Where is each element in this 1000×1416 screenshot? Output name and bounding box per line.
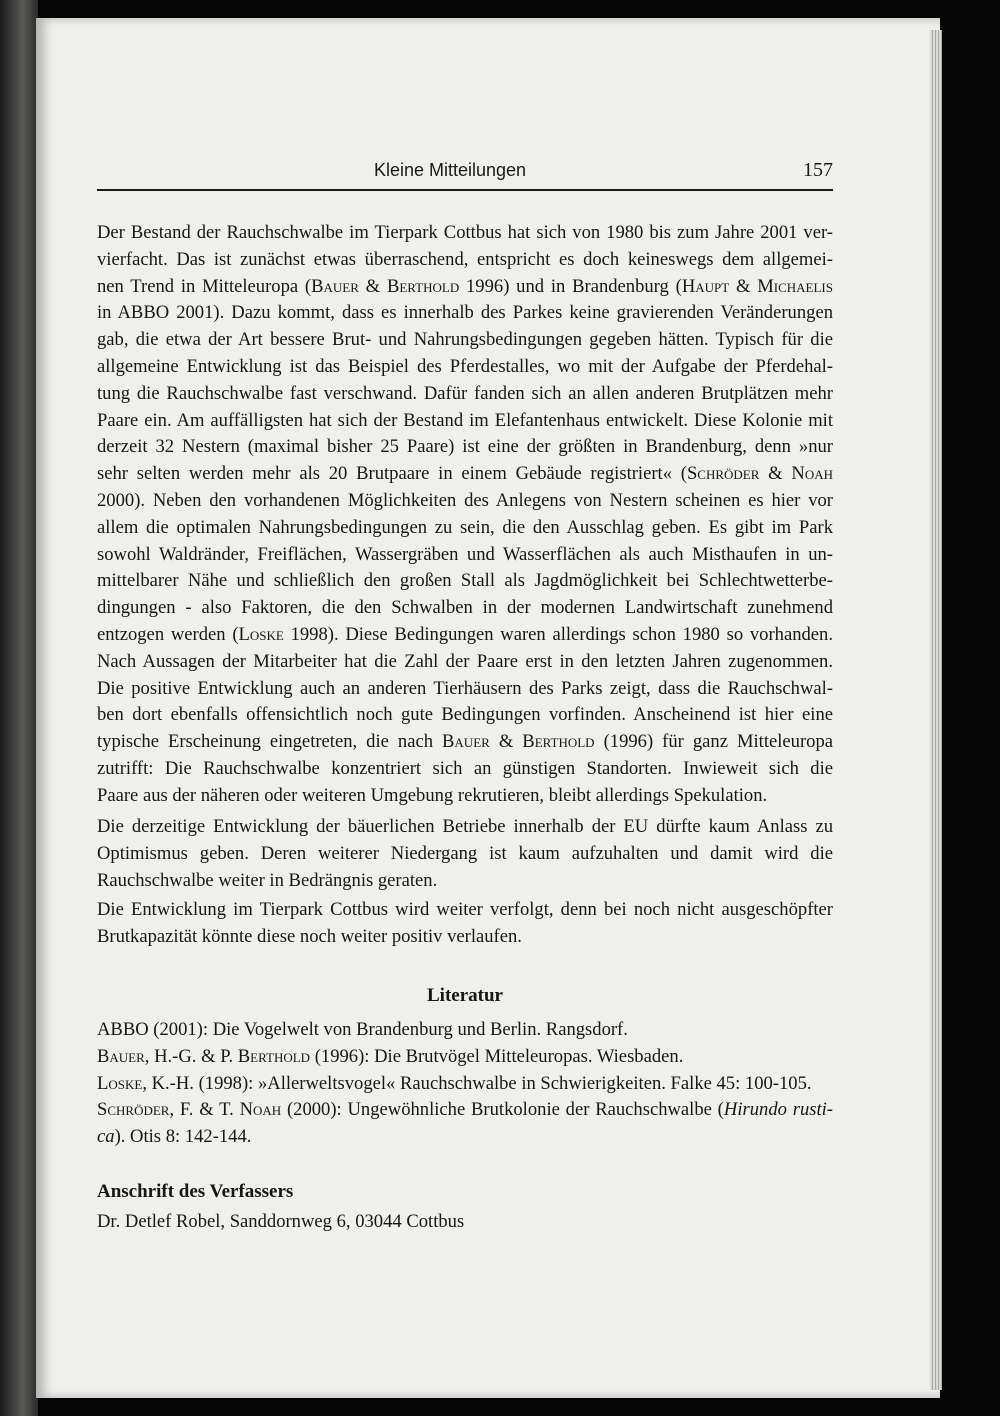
- author-name: Schröder & Noah: [686, 463, 833, 485]
- text-segment: (2000): Ungewöhnliche Brutkolonie der Rauchschwalbe (: [281, 1099, 724, 1121]
- text-segment: sowohl Waldränder, Freiflächen, Wassergräben und Wasserflächen als auch Misthaufen in un-: [97, 543, 833, 565]
- text-segment: , H.-G. & P.: [144, 1045, 238, 1067]
- author-name: Bauer & Berthold: [311, 275, 460, 297]
- address-heading: Anschrift des Verfassers: [97, 1181, 294, 1202]
- reference-list: [97, 1017, 833, 1151]
- text-line: [97, 488, 833, 515]
- author-name: Haupt & Michaelis: [681, 275, 833, 297]
- text-line: [97, 434, 833, 461]
- text-line: [97, 542, 833, 569]
- species-name: Hirundo rusti-: [723, 1099, 833, 1121]
- text-segment: gab, die etwa der Art bessere Brut- und Nahrungsbedingungen gegeben hätten. Typisch für die: [97, 329, 833, 351]
- text-segment: Die Entwicklung im Tierpark Cottbus wird weiter verfolgt, denn bei noch nicht ausgeschöpfter: [97, 899, 833, 920]
- text-segment: dingungen - also Faktoren, die den Schwalben in der modernen Landwirtschaft zunehmend: [97, 597, 833, 619]
- author-address: Dr. Detlef Robel, Sanddornweg 6, 03044 Cottbus: [97, 1211, 465, 1232]
- text-segment: Die derzeitige Entwicklung der bäuerlichen Betriebe innerhalb der EU dürfte kaum Anlass zu: [97, 816, 833, 837]
- text-line: [97, 381, 833, 408]
- species-name: ca: [97, 1126, 115, 1148]
- text-segment: vierfacht. Das ist zunächst etwas überraschend, entspricht es doch keineswegs dem allgemei-: [97, 248, 833, 270]
- page-stack-edge: [930, 30, 942, 1390]
- running-header: Kleine Mitteilungen: [373, 160, 527, 180]
- text-line: [97, 756, 833, 783]
- text-line: [97, 868, 833, 895]
- text-segment: Rauchschwalbe weiter in Bedrängnis geraten.: [97, 869, 438, 891]
- text-line: [97, 841, 833, 868]
- text-line: [97, 702, 833, 729]
- text-line: [97, 783, 833, 810]
- reference-line: [97, 1071, 833, 1098]
- text-line: [97, 354, 833, 381]
- text-segment: entzogen werden (: [97, 623, 239, 645]
- text-line: [97, 300, 833, 327]
- text-segment: (1996): Die Brutvögel Mitteleuropas. Wiesbaden.: [310, 1045, 684, 1067]
- text-segment: ABBO (2001): Die Vogelwelt von Brandenburg und Berlin. Rangsdorf.: [97, 1019, 628, 1040]
- text-line: [97, 729, 833, 756]
- reference-line: [97, 1124, 833, 1151]
- page-number: 157: [803, 159, 833, 181]
- text-segment: , F. & T.: [169, 1099, 240, 1121]
- author-name: Bauer: [97, 1045, 145, 1067]
- text-line: [97, 814, 833, 841]
- text-line: [97, 461, 833, 488]
- text-segment: (1996) für ganz Mitteleuropa: [594, 731, 834, 753]
- text-segment: mittelbarer Nähe und schließlich den großen Stall als Jagdmöglichkeit bei Schlechtwetterbe-: [97, 570, 833, 592]
- text-segment: ). Otis 8: 142-144.: [114, 1126, 252, 1148]
- body-paragraph: [97, 220, 833, 810]
- text-segment: in ABBO 2001). Dazu kommt, dass es innerhalb des Parkes keine gravierenden Veränderungen: [97, 302, 833, 324]
- text-segment: ben dort ebenfalls offensichtlich noch gute Bedingungen vorfinden. Anscheinend ist hier eine: [97, 704, 833, 726]
- text-segment: derzeit 32 Nestern (maximal bisher 25 Paare) ist eine der größten in Brandenburg, denn »nur: [97, 436, 833, 458]
- author-name: Schröder: [97, 1099, 170, 1121]
- author-name: Loske: [97, 1072, 143, 1094]
- reference-line: [97, 1097, 833, 1124]
- text-line: [97, 568, 833, 595]
- text-segment: Paare aus der näheren oder weiteren Umgebung rekrutieren, bleibt allerdings Spekulation.: [97, 784, 768, 806]
- text-line: [97, 515, 833, 542]
- author-name: Berthold: [237, 1045, 311, 1067]
- text-line: [97, 676, 833, 703]
- text-segment: nen Trend in Mitteleuropa (: [97, 275, 312, 297]
- text-line: [97, 220, 833, 247]
- text-line: [97, 327, 833, 354]
- text-segment: Brutkapazität könnte diese noch weiter positiv verlaufen.: [97, 925, 522, 947]
- text-segment: 1998). Diese Bedingungen waren allerdings schon 1980 so vorhanden.: [283, 623, 833, 645]
- text-segment: allgemeine Entwicklung ist das Beispiel des Pferdestalles, wo mit der Aufgabe der Pferdehal-: [97, 355, 833, 377]
- body-paragraph: [97, 897, 833, 951]
- text-line: [97, 622, 833, 649]
- text-segment: 2000). Neben den vorhandenen Möglichkeiten des Anlegens von Nestern scheinen es hier vor: [97, 489, 833, 511]
- text-line: [97, 595, 833, 622]
- text-line: [97, 408, 833, 435]
- body-paragraph: [97, 814, 833, 894]
- text-segment: Nach Aussagen der Mitarbeiter hat die Zahl der Paare erst in den letzten Jahren zugenommen.: [97, 650, 833, 672]
- reference-line: [97, 1044, 833, 1071]
- text-line: [97, 649, 833, 676]
- author-name: Loske: [238, 623, 284, 645]
- reference-line: [97, 1017, 833, 1044]
- text-segment: , K.-H. (1998): »Allerweltsvogel« Rauchschwalbe in Schwierigkeiten. Falke 45: 100-105.: [142, 1072, 812, 1094]
- author-name: Bauer & Berthold: [442, 731, 595, 753]
- text-line: [97, 247, 833, 274]
- text-segment: 1996) und in Brandenburg (: [459, 275, 682, 297]
- text-line: [97, 924, 833, 951]
- text-segment: sehr selten werden mehr als 20 Brutpaare in einem Gebäude registriert« (: [97, 463, 687, 485]
- text-segment: Die positive Entwicklung auch an anderen Tierhäusern des Parks zeigt, dass die Rauchschwal-: [97, 677, 833, 699]
- header-rule: [97, 189, 833, 191]
- text-segment: tung die Rauchschwalbe fast verschwand. Dafür fanden sich an allen anderen Brutplätzen mehr: [97, 382, 833, 404]
- text-segment: typische Erscheinung eingetreten, die nach: [97, 731, 443, 753]
- text-line: [97, 897, 833, 924]
- text-segment: Optimismus geben. Deren weiterer Niedergang ist kaum aufzuhalten und damit wird die: [97, 842, 833, 864]
- literature-heading: Literatur: [427, 985, 503, 1006]
- text-segment: Der Bestand der Rauchschwalbe im Tierpark Cottbus hat sich von 1980 bis zum Jahre 2001 ver-: [97, 222, 833, 243]
- text-segment: Paare ein. Am auffälligsten hat sich der Bestand im Elefantenhaus entwickelt. Diese Kolonie mit: [97, 409, 833, 431]
- text-segment: zutrifft: Die Rauchschwalbe konzentriert sich an günstigen Standorten. Inwieweit sich die: [97, 757, 833, 779]
- author-name: Noah: [239, 1099, 282, 1121]
- text-segment: allem die optimalen Nahrungsbedingungen zu sein, die den Ausschlag geben. Es gibt im Park: [97, 516, 833, 538]
- previous-page-edge: [0, 0, 38, 1416]
- text-line: [97, 274, 833, 301]
